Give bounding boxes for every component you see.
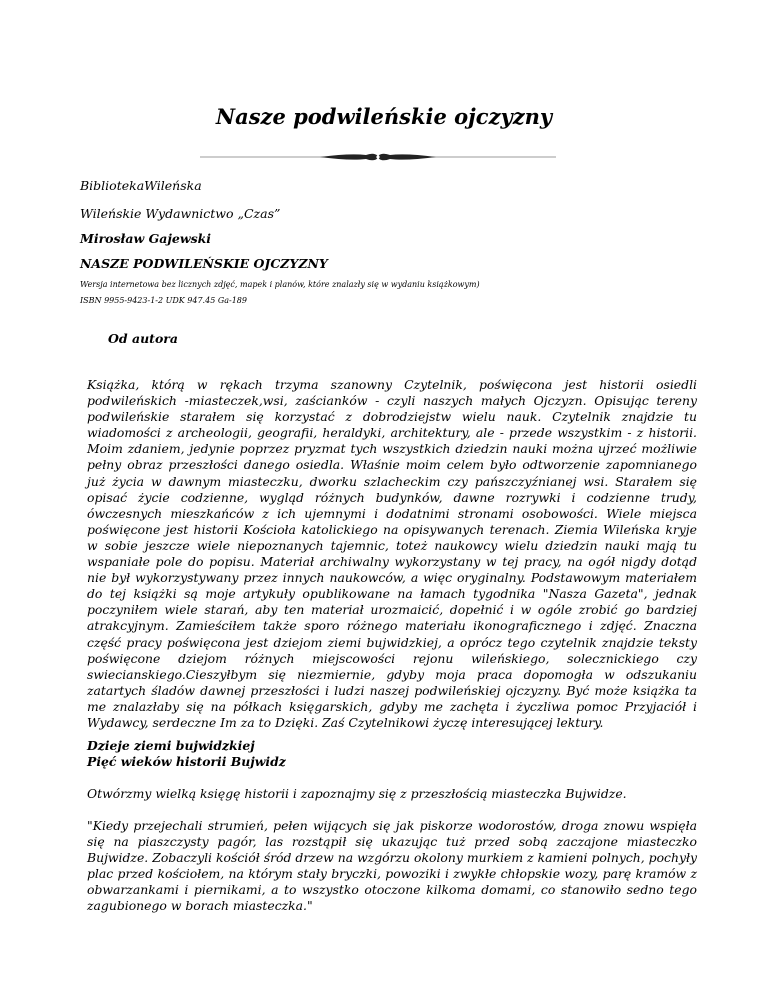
paragraph-intro: Otwórzmy wielką księgę historii i zapoznajmy się z przeszłością miasteczka Bujwidze. xyxy=(87,786,627,801)
edition-note: Wersja internetowa bez licznych zdjęć, mapek i planów, które znalazły się w wydaniu książkowym) xyxy=(80,280,480,289)
chapter-subheading: Pięć wieków historii Bujwidz xyxy=(87,754,286,769)
page-title: Nasze podwileńskie ojczyzny xyxy=(215,104,553,129)
author-name: Mirosław Gajewski xyxy=(80,231,212,246)
book-title: NASZE PODWILEŃSKIE OJCZYZNY xyxy=(80,256,328,271)
section-heading: Od autora xyxy=(108,331,178,346)
publisher-name: Wileńskie Wydawnictwo „Czas” xyxy=(80,206,281,221)
paragraph-author-note: Książka, którą w rękach trzyma szanowny Czytelnik, poświęcona jest historii osiedli podwileńskich -miasteczek,wsi, zaścianków - czyli naszych małych Ojczyzn. Opisując tereny podwileńskie starałem się korzystać z dobrodziejstw wielu nauk. Czytelnik znajdzie tu wiadomości z archeologii, geografii, heraldyki, architektury, ale - przede wszystkim - z historii. Moim zdaniem, jedynie poprzez pryzmat tych wszystkich dziedzin nauki można ujrzeć możliwie pełny obraz przeszłości danego osiedla. Właśnie moim celem było odtworzenie zapomnianego już życia w dawnym miasteczku, dworku szlacheckim czy pańszczyźnianej wsi. Starałem się opisać życie codzienne, wygląd różnych budynków, dawne rozrywki i codzienne trudy, ówczesnych mieszkańców z ich ujemnymi i dodatnimi stronami osobowości. Wiele miejsca poświęcone jest historii Kościoła katolickiego na opisywanych terenach. Ziemia Wileńska kryje w sobie jeszcze wiele niepoznanych tajemnic, toteż naukowcy wielu dziedzin nauki mają tu wspaniałe pole do popisu. Materiał archiwalny wykorzystany w tej pracy, na ogół nigdy dotąd nie był wykorzystywany przez innych naukowców, a więc oryginalny. Podstawowym materiałem do tej książki są moje artykuły opublikowane na łamach tygodnika "Nasza Gazeta", jednak poczyniłem wiele starań, aby ten materiał urozmaicić, dopełnić i w ogóle zrobić go bardziej atrakcyjnym. Zamieściłem także sporo różnego materiału ikonograficznego i zdjęć. Znaczna część pracy poświęcona jest dziejom ziemi bujwidzkiej, a oprócz tego czytelnik znajdzie teksty poświęcone dziejom różnych miejscowości rejonu wileńskiego, solecznickiego czy swiecianskiego.Cieszyłbym się niezmiernie, gdyby moja praca dopomogła w odszukaniu zatartych śladów dawnej przeszłości i ludzi naszej podwileńskiej ojczyzny. Być może książka ta me znalazłaby się na półkach księgarskich, gdyby me zachęta i życzliwa pomoc Przyjaciół i Wydawcy, serdeczne Im za to Dzięki. Zaś Czytelnikowi życzę interesującej lektury. xyxy=(87,377,697,730)
chapter-heading: Dzieje ziemi bujwidzkiej xyxy=(87,738,255,753)
chapter-headings xyxy=(87,738,286,770)
paragraph-quote: "Kiedy przejechali strumień, pełen wijących się jak piskorze wodorostów, droga znowu wspięła się na piaszczysty pagór, las rozstąpił się ukazując tuż przed sobą zaczajone miasteczko Bujwidze. Zobaczyli kościół śród drzew na wzgórzu okolony murkiem z kamieni polnych, pochyły plac przed kościołem, na którym stały bryczki, powoziki i zwykłe chłopskie wozy, parę kramów z obwarzankami i piernikami, a to wszystko otoczone kilkoma domami, co stanowiło sedno tego zagubionego w borach miasteczka." xyxy=(87,818,697,914)
ornament-divider-icon xyxy=(200,150,556,164)
isbn-line: ISBN 9955-9423-1-2 UDK 947.45 Ga-189 xyxy=(80,296,247,305)
series-name: BibliotekaWileńska xyxy=(80,178,202,193)
